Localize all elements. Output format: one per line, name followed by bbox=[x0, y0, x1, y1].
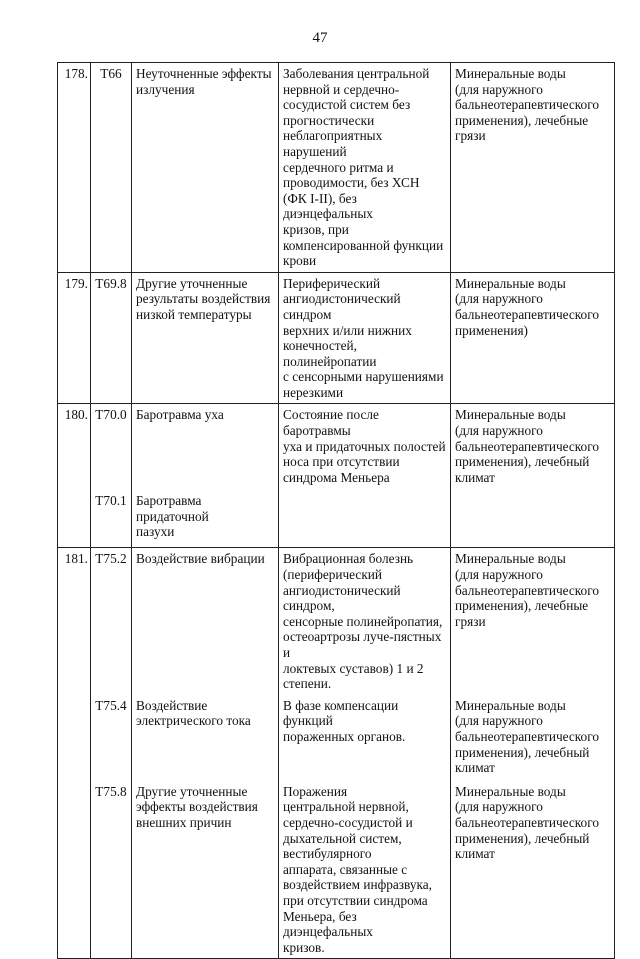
row-number bbox=[58, 695, 91, 781]
row-number: 181. bbox=[58, 548, 91, 695]
indication-condition: Состояние после баротравмы уха и придаточных полостей носа при отсутствии синдрома Меньера bbox=[279, 404, 451, 490]
row-number bbox=[58, 490, 91, 548]
diagnosis-name: Баротравма уха bbox=[132, 404, 279, 490]
table-row bbox=[58, 404, 615, 490]
treatment-factors: Минеральные воды (для наружного бальнеотерапевтического применения), лечебный климат bbox=[451, 695, 615, 781]
row-number bbox=[58, 781, 91, 959]
row-number: 178. bbox=[58, 63, 91, 273]
indication-condition: Поражения центральной нервной, сердечно-сосудистой и дыхательной систем, вестибулярного аппарата, связанные с воздействием инфразвука, при отсутствии синдрома Меньера, без диэнцефальных кризов. bbox=[279, 781, 451, 959]
table-row bbox=[58, 695, 615, 781]
diagnosis-name: Неуточненные эффекты излучения bbox=[132, 63, 279, 273]
icd-code: Т75.8 bbox=[91, 781, 132, 959]
row-number: 180. bbox=[58, 404, 91, 490]
treatment-factors bbox=[451, 490, 615, 548]
table-row bbox=[58, 63, 615, 273]
icd-code: Т70.0 bbox=[91, 404, 132, 490]
table-row bbox=[58, 548, 615, 695]
diagnosis-name: Другие уточненные эффекты воздействия внешних причин bbox=[132, 781, 279, 959]
treatment-factors: Минеральные воды (для наружного бальнеотерапевтического применения) bbox=[451, 272, 615, 404]
indication-condition: В фазе компенсации функций пораженных органов. bbox=[279, 695, 451, 781]
treatment-table bbox=[57, 62, 615, 959]
indication-condition bbox=[279, 490, 451, 548]
diagnosis-name: Баротравма придаточной пазухи bbox=[132, 490, 279, 548]
diagnosis-name: Другие уточненные результаты воздействия низкой температуры bbox=[132, 272, 279, 404]
table-row bbox=[58, 272, 615, 404]
indication-condition: Периферический ангиодистонический синдром верхних и/или нижних конечностей, полинейропатии с сенсорными нарушениями нерезкими bbox=[279, 272, 451, 404]
treatment-factors: Минеральные воды (для наружного бальнеотерапевтического применения), лечебные грязи bbox=[451, 63, 615, 273]
icd-code: Т70.1 bbox=[91, 490, 132, 548]
treatment-factors: Минеральные воды (для наружного бальнеотерапевтического применения), лечебный климат bbox=[451, 781, 615, 959]
icd-code: Т75.4 bbox=[91, 695, 132, 781]
icd-code: Т66 bbox=[91, 63, 132, 273]
table-row bbox=[58, 781, 615, 959]
diagnosis-name: Воздействие вибрации bbox=[132, 548, 279, 695]
diagnosis-name: Воздействие электрического тока bbox=[132, 695, 279, 781]
row-number: 179. bbox=[58, 272, 91, 404]
indication-condition: Вибрационная болезнь (периферический ангиодистонический синдром, сенсорные полинейропатия, остеоартрозы луче-пястных и локтевых суставов) 1 и 2 степени. bbox=[279, 548, 451, 695]
page-number: 47 bbox=[312, 30, 328, 46]
table-row bbox=[58, 490, 615, 548]
indication-condition: Заболевания центральной нервной и сердечно- сосудистой систем без прогностически неблагоприятных нарушений сердечного ритма и проводимости, без ХСН (ФК I-II), без диэнцефальных кризов, при компенсированной функции крови bbox=[279, 63, 451, 273]
treatment-factors: Минеральные воды (для наружного бальнеотерапевтического применения), лечебный климат bbox=[451, 404, 615, 490]
icd-code: Т75.2 bbox=[91, 548, 132, 695]
treatment-factors: Минеральные воды (для наружного бальнеотерапевтического применения), лечебные грязи bbox=[451, 548, 615, 695]
icd-code: Т69.8 bbox=[91, 272, 132, 404]
